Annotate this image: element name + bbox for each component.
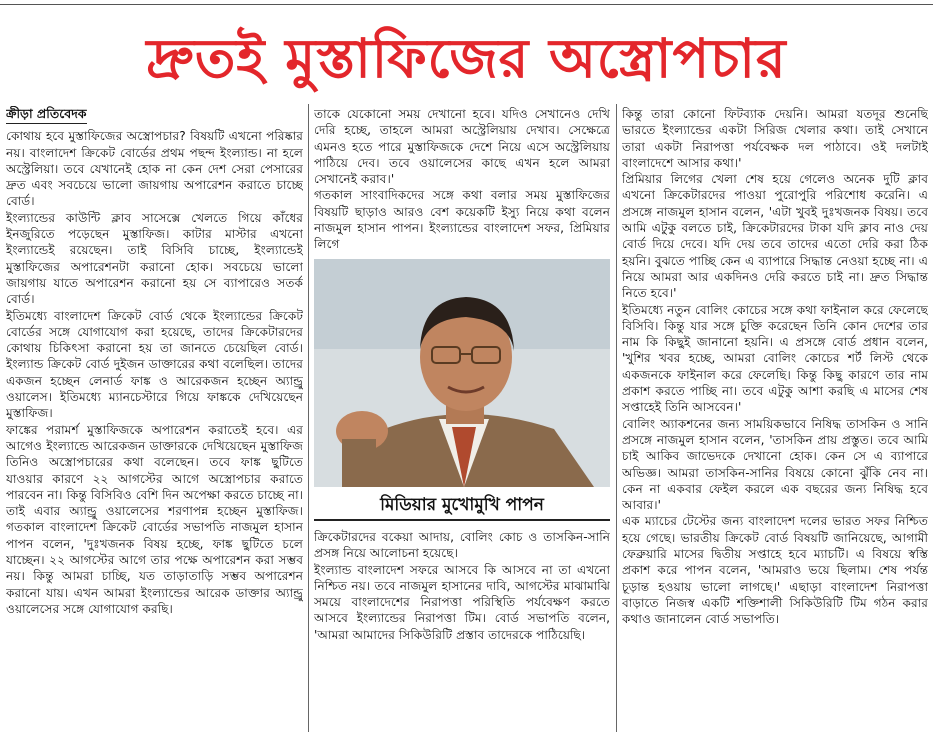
byline: ক্রীড়া প্রতিবেদক — [6, 106, 87, 124]
paragraph: এক ম্যাচের টেস্টের জন্য বাংলাদেশ দলের ভারত সফর নিশ্চিত হয়ে গেছে। ভারতীয় ক্রিকেট বোর্ড বিষয়টি জানিয়েছে, আগামী ফেব্রুয়ারি মাসের দ্বিতীয় সপ্তাহে হবে ম্যাচটি। এ বিষয়ে স্বস্তি প্রকাশ করে পাপন বলেন, 'আমরাও ভয়ে ছিলাম। শেষ পর্যন্ত চূড়ান্ত হওয়ায় ভালো লাগছে।' এছাড়া বাংলাদেশ নিরাপত্তা বাড়াতে নিজস্ব একটি শক্তিশালী সিকিউরিটি টিম গঠন করার কথাও জানালেন বোর্ড সভাপতি। — [622, 514, 928, 627]
column-2 — [314, 106, 610, 731]
column-1 — [6, 106, 303, 731]
person-photo-illustration — [314, 259, 610, 487]
paragraph: ইতিমধ্যে বাংলাদেশ ক্রিকেট বোর্ড থেকে ইংল্যান্ডের ক্রিকেট বোর্ডের সঙ্গে যোগাযোগ করা হয়েছে, তাদের ক্রিকেটারদের কোথায় চিকিৎসা করানো হয় তা জানতে চেয়েছিল বোর্ড। ইংল্যান্ড ক্রিকেট বোর্ড দুইজন ডাক্তারের কথা বলেছিল। তাদের একজন হচ্ছেন লেনার্ড ফাঙ্ক ও আরেকজন হচ্ছেন অ্যান্ড্রু ওয়ালেস। ইতিমধ্যে ম্যানচেস্টারে গিয়ে ফাঙ্ককে দেখিয়েছেন মুস্তাফিজ। — [6, 308, 303, 421]
paragraph: প্রিমিয়ার লিগের খেলা শেষ হয়ে গেলেও অনেক দুটি ক্লাব এখনো ক্রিকেটারদের পাওয়া পুরোপুরি পরিশোধ করেনি। এ প্রসঙ্গে নাজমুল হাসান বলেন, 'এটা খুবই দুঃখজনক বিষয়। তবে আমি এটুকু বলতে চাই, ক্রিকেটারদের টাকা যদি ক্লাব নাও দেয় বোর্ড দিয়ে দেবে। যদি দেয় তবে তাদের এতো দেরি করা ঠিক হয়নি। বুঝতে পাচ্ছি কেন এ ব্যাপারে সিদ্ধান্ত নেওয়া হচ্ছে না। এ নিয়ে আমরা আর একদিনও দেরি করতে চাই না। দ্রুত সিদ্ধান্ত নিতে হবে।' — [622, 172, 928, 301]
paragraph: ক্রিকেটারদের বকেয়া আদায়, বোলিং কোচ ও তাসকিন-সানি প্রসঙ্গ নিয়ে আলোচনা হয়েছে। — [314, 529, 610, 561]
paragraph: গতকাল সাংবাদিকদের সঙ্গে কথা বলার সময় মুস্তাফিজের বিষয়টি ছাড়াও আরও বেশ কয়েকটি ইস্যু নিয়ে কথা বলেন নাজমুল হাসান পাপন। ইংল্যান্ডের বাংলাদেশ সফর, প্রিমিয়ার লিগে — [314, 188, 610, 252]
paragraph: কিন্তু তারা কোনো ফিটব্যাক দেয়নি। আমরা যতদূর শুনেছি ভারতে ইংল্যান্ডের একটা সিরিজ খেলার কথা। তাই সেখানে তারা একটা নিরাপত্তা পর্যবেক্ষক দল পাঠাবে। ওই দলটাই বাংলাদেশে আসার কথা।' — [622, 107, 928, 170]
photo-papon — [314, 259, 610, 487]
paragraph: তাকে যেকোনো সময় দেখানো হবে। যদিও সেখানেও দেখি দেরি হচ্ছে, তাহলে আমরা অস্ট্রেলিয়ায় দেখাব। সেক্ষেত্রে এমনও হতে পারে মুস্তাফিজকে দেশে নিয়ে এসে অস্ট্রেলিয়ায় পাঠিয়ে দেব। তবে ওয়ালেসের কাছে এখন হলে আমরা সেখানেই করাব।' — [314, 107, 610, 187]
top-rule — [0, 0, 933, 5]
paragraph: ইংল্যান্ড বাংলাদেশ সফরে আসবে কি আসবে না তা এখনো নিশ্চিত নয়। তবে নাজমুল হাসানের দাবি, আগস্টের মাঝামাঝি সময়ে বাংলাদেশের নিরাপত্তা পরিস্থিতি পর্যবেক্ষণ করতে আসবে ইংল্যান্ডের নিরাপত্তা টিম। বোর্ড সভাপতি বলেন, 'আমরা আমাদের সিকিউরিটি প্রস্তাব তাদেরকে পাঠিয়েছি। — [314, 562, 610, 642]
column-divider — [308, 104, 309, 732]
paragraph: বোলিং অ্যাকশনের জন্য সাময়িকভাবে নিষিদ্ধ তাসকিন ও সানি প্রসঙ্গে নাজমুল হাসান বলেন, 'তাসকিন প্রায় প্রস্তুত। তবে আমি চাই আকিব জাভেদকে দেখানো হোক। কেন সে এ ব্যাপারে অভিজ্ঞ। আমরা তাসকিন-সানির বিষয়ে কোনো ঝুঁকি নেব না। কেন না একবার ফেইল করলে এক বছরের জন্য নিষিদ্ধ হবে আবার।' — [622, 416, 928, 513]
column-3 — [622, 106, 928, 731]
column-divider — [616, 104, 617, 732]
headline: দ্রুতই মুস্তাফিজের অস্ত্রোপচার — [146, 26, 787, 90]
paragraph: ফাঙ্কের পরামর্শ মুস্তাফিজকে অপারেশন করাতেই হবে। এর আগেও ইংল্যান্ডে আরেকজন ডাক্তারকে দেখিয়েছেন মুস্তাফিজ তিনিও অস্ত্রোপচারের কথা বলেছেন। তবে ফাঙ্ক ছুটিতে যাওয়ার কারণে ২২ আগস্টের আগে অস্ত্রোপচার করাতে পারবেন না। কিন্তু বিসিবিও বেশি দিন অপেক্ষা করতে চাচ্ছে না। তাই এবার অ্যান্ড্রু ওয়ালেসের শরণাপন্ন হচ্ছেন মুস্তাফিজ। গতকাল বাংলাদেশ ক্রিকেট বোর্ডের সভাপতি নাজমুল হাসান পাপন বলেন, 'দুঃখজনক বিষয় হচ্ছে, ফাঙ্ক ছুটিতে চলে যাচ্ছেন। ২২ আগস্টের আগে তার পক্ষে অপারেশন করা সম্ভব নয়। কিন্তু আমরা চাচ্ছি, যত তাড়াতাড়ি সম্ভব অপারেশন করানো যায়। এখন আমরা ইংল্যান্ডের আরেক ডাক্তার অ্যান্ড্রু ওয়ালেসের সঙ্গে যোগাযোগ করছি। — [6, 422, 303, 616]
photo-caption: মিডিয়ার মুখোমুখি পাপন — [314, 487, 610, 521]
paragraph: ইংল্যান্ডের কাউন্টি ক্লাব সাসেক্সে খেলতে গিয়ে কাঁধের ইনজুরিতে পড়েছেন মুস্তাফিজ। কাটার মাস্টার এখনো ইংল্যান্ডেই রয়েছেন। তাই বিসিবি চাচ্ছে, ইংল্যান্ডেই মুস্তাফিজের অপারেশনটা করানো হোক। সবচেয়ে ভালো জায়গায় যাতে অপারেশন করানো হয় সে ব্যাপারেও সতর্ক বোর্ড। — [6, 210, 303, 307]
paragraph: ইতিমধ্যে নতুন বোলিং কোচের সঙ্গে কথা ফাইনাল করে ফেলেছে বিসিবি। কিন্তু যার সঙ্গে চুক্তি করেছেন তিনি কোন দেশের তার নাম কি কিছুই জানানো হয়নি। এ প্রসঙ্গে বোর্ড প্রধান বলেন, 'খুশির খবর হচ্ছে, আমরা বোলিং কোচের শর্ট লিস্ট থেকে একজনকে ফাইনাল করে ফেলেছি। কিন্তু কিছু কারণে তার নাম প্রকাশ করতে পাচ্ছি না। তবে এটুকু আশা করছি এ মাসের শেষ সপ্তাহেই তিনি আসবেন।' — [622, 302, 928, 415]
paragraph: কোথায় হবে মুস্তাফিজের অস্ত্রোপচার? বিষয়টি এখনো পরিষ্কার নয়। বাংলাদেশ ক্রিকেট বোর্ডের প্রথম পছন্দ ইংল্যান্ড। না হলে অস্ট্রেলিয়া। তবে যেখানেই হোক না কেন দেশ সেরা পেসারের দ্রুত এবং সবচেয়ে ভালো জায়গায় অপারেশন করাতে চাচ্ছে বোর্ড। — [6, 129, 303, 209]
